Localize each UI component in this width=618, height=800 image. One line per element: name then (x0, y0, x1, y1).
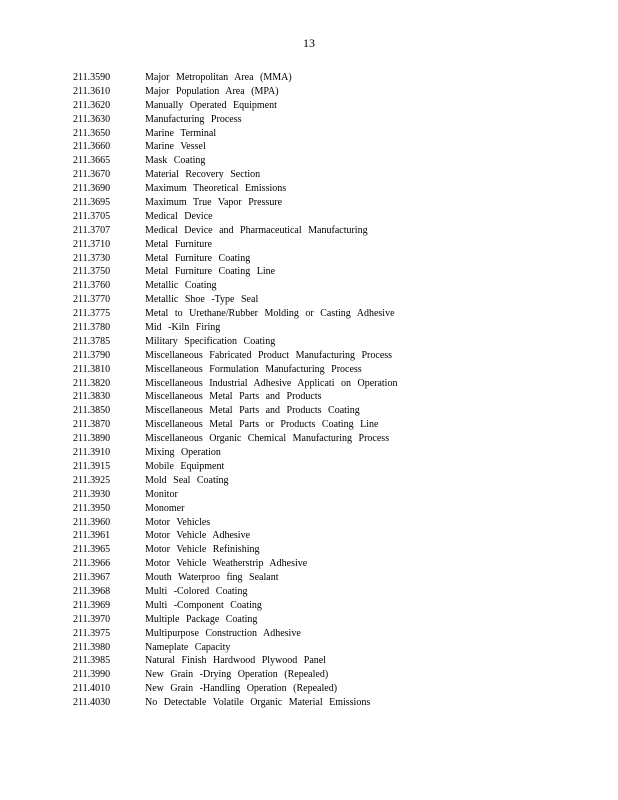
defined-term: Miscellaneous Fabricated Product Manufacturing Process (145, 349, 393, 361)
list-item (73, 543, 553, 557)
defined-term: Maximum True Vapor Pressure (145, 197, 283, 209)
list-item (73, 682, 553, 696)
defined-term: Motor Vehicle Weatherstrip Adhesive (145, 558, 308, 570)
list-item (73, 641, 553, 655)
list-item (73, 613, 553, 627)
defined-term: Motor Vehicles (145, 516, 211, 528)
section-number: 211.3820 (73, 377, 111, 389)
list-item (73, 182, 553, 196)
section-number: 211.3870 (73, 419, 111, 431)
list-item (73, 502, 553, 516)
defined-term: Maximum Theoretical Emissions (145, 183, 287, 195)
list-item (73, 557, 553, 571)
section-number: 211.3785 (73, 335, 111, 347)
definitions-list (73, 71, 553, 710)
section-number: 211.3750 (73, 266, 111, 278)
defined-term: Mouth Waterproo fing Sealant (145, 572, 279, 584)
defined-term: Nameplate Capacity (145, 641, 231, 653)
section-number: 211.3810 (73, 363, 111, 375)
section-number: 211.3705 (73, 210, 111, 222)
list-item (73, 668, 553, 682)
list-item (73, 654, 553, 668)
list-item (73, 85, 553, 99)
defined-term: Metallic Coating (145, 280, 217, 292)
section-number: 211.3620 (73, 99, 111, 111)
defined-term: New Grain -Handling Operation (Repealed) (145, 683, 338, 695)
list-item (73, 265, 553, 279)
list-item (73, 127, 553, 141)
defined-term: Mid -Kiln Firing (145, 322, 221, 334)
section-number: 211.3915 (73, 460, 111, 472)
list-item (73, 307, 553, 321)
defined-term: Metal to Urethane/Rubber Molding or Casting Adhesive (145, 308, 395, 320)
section-number: 211.3660 (73, 141, 111, 153)
list-item (73, 154, 553, 168)
list-item (73, 627, 553, 641)
list-item (73, 349, 553, 363)
section-number: 211.3780 (73, 322, 111, 334)
section-number: 211.3630 (73, 113, 111, 125)
defined-term: Motor Vehicle Adhesive (145, 530, 251, 542)
defined-term: Metal Furniture Coating Line (145, 266, 276, 278)
section-number: 211.3590 (73, 72, 111, 83)
list-item (73, 571, 553, 585)
section-number: 211.3710 (73, 238, 111, 250)
list-item (73, 474, 553, 488)
section-number: 211.3665 (73, 155, 111, 167)
list-item (73, 293, 553, 307)
list-item (73, 390, 553, 404)
defined-term: Mixing Operation (145, 447, 221, 459)
section-number: 211.3830 (73, 391, 111, 403)
list-item (73, 99, 553, 113)
list-item (73, 363, 553, 377)
defined-term: Medical Device and Pharmaceutical Manufacturing (145, 224, 368, 236)
list-item (73, 599, 553, 613)
section-number: 211.3690 (73, 183, 111, 195)
section-number: 211.3975 (73, 627, 111, 639)
defined-term: Multi -Component Coating (145, 599, 262, 611)
section-number: 211.3730 (73, 252, 111, 264)
list-item (73, 432, 553, 446)
list-item (73, 279, 553, 293)
list-item (73, 404, 553, 418)
list-item (73, 377, 553, 391)
defined-term: Marine Terminal (145, 127, 217, 139)
section-number: 211.3610 (73, 85, 111, 97)
section-number: 211.3980 (73, 641, 111, 653)
list-item (73, 418, 553, 432)
list-item (73, 335, 553, 349)
section-number: 211.3925 (73, 474, 111, 486)
defined-term: Miscellaneous Formulation Manufacturing Process (145, 363, 362, 375)
list-item (73, 238, 553, 252)
list-item (73, 71, 553, 85)
section-number: 211.3695 (73, 197, 111, 209)
defined-term: Metal Furniture (145, 238, 213, 250)
defined-term: Metallic Shoe -Type Seal (145, 294, 259, 306)
list-item (73, 252, 553, 266)
list-item (73, 210, 553, 224)
section-number: 211.3967 (73, 572, 111, 584)
defined-term: Miscellaneous Metal Parts and Products Coating (145, 405, 360, 417)
defined-term: Metal Furniture Coating (145, 252, 251, 264)
defined-term: Military Specification Coating (145, 335, 276, 347)
section-number: 211.3990 (73, 669, 111, 681)
section-number: 211.3910 (73, 447, 111, 459)
list-item (73, 585, 553, 599)
list-item (73, 516, 553, 530)
list-item (73, 488, 553, 502)
section-number: 211.3670 (73, 169, 111, 181)
section-number: 211.3770 (73, 294, 111, 306)
section-number: 211.3968 (73, 585, 111, 597)
list-item (73, 196, 553, 210)
section-number: 211.4010 (73, 683, 111, 695)
list-item (73, 321, 553, 335)
section-number: 211.3950 (73, 502, 111, 514)
page-number: 13 (303, 36, 315, 50)
defined-term: Manually Operated Equipment (145, 99, 277, 111)
section-number: 211.3790 (73, 349, 111, 361)
section-number: 211.3961 (73, 530, 111, 542)
section-number: 211.3985 (73, 655, 111, 667)
section-number: 211.3650 (73, 127, 111, 139)
section-number: 211.3930 (73, 488, 111, 500)
defined-term: New Grain -Drying Operation (Repealed) (145, 669, 329, 681)
list-item (73, 446, 553, 460)
section-number: 211.3970 (73, 613, 111, 625)
defined-term: Miscellaneous Metal Parts and Products (145, 391, 322, 403)
defined-term: Mobile Equipment (145, 460, 225, 472)
section-number: 211.3775 (73, 308, 111, 320)
defined-term: Multiple Package Coating (145, 613, 258, 625)
defined-term: Miscellaneous Organic Chemical Manufacturing Process (145, 433, 390, 445)
list-item (73, 460, 553, 474)
section-number: 211.3850 (73, 405, 111, 417)
defined-term: Material Recovery Section (145, 169, 261, 181)
section-number: 211.3760 (73, 280, 111, 292)
defined-term: Multipurpose Construction Adhesive (145, 627, 301, 639)
defined-term: Multi -Colored Coating (145, 585, 248, 597)
defined-term: Monomer (145, 502, 185, 514)
section-number: 211.3969 (73, 599, 111, 611)
defined-term: Natural Finish Hardwood Plywood Panel (145, 655, 326, 667)
defined-term: Marine Vessel (145, 141, 206, 153)
defined-term: Monitor (145, 488, 178, 500)
defined-term: Miscellaneous Industrial Adhesive Applicati on Operation (145, 377, 398, 389)
defined-term: Mold Seal Coating (145, 474, 229, 486)
list-item (73, 696, 553, 710)
defined-term: Major Population Area (MPA) (145, 85, 279, 97)
list-item (73, 113, 553, 127)
section-number: 211.4030 (73, 697, 111, 709)
defined-term: No Detectable Volatile Organic Material Emissions (145, 697, 371, 709)
defined-term: Major Metropolitan Area (MMA) (145, 72, 292, 83)
list-item (73, 168, 553, 182)
section-number: 211.3890 (73, 433, 111, 445)
section-number: 211.3966 (73, 558, 111, 570)
list-item (73, 140, 553, 154)
defined-term: Miscellaneous Metal Parts or Products Coating Line (145, 419, 379, 431)
section-number: 211.3707 (73, 224, 111, 236)
list-item (73, 224, 553, 238)
defined-term: Medical Device (145, 210, 213, 222)
section-number: 211.3960 (73, 516, 111, 528)
list-item (73, 529, 553, 543)
defined-term: Motor Vehicle Refinishing (145, 544, 260, 556)
defined-term: Manufacturing Process (145, 113, 242, 125)
defined-term: Mask Coating (145, 155, 206, 167)
section-number: 211.3965 (73, 544, 111, 556)
